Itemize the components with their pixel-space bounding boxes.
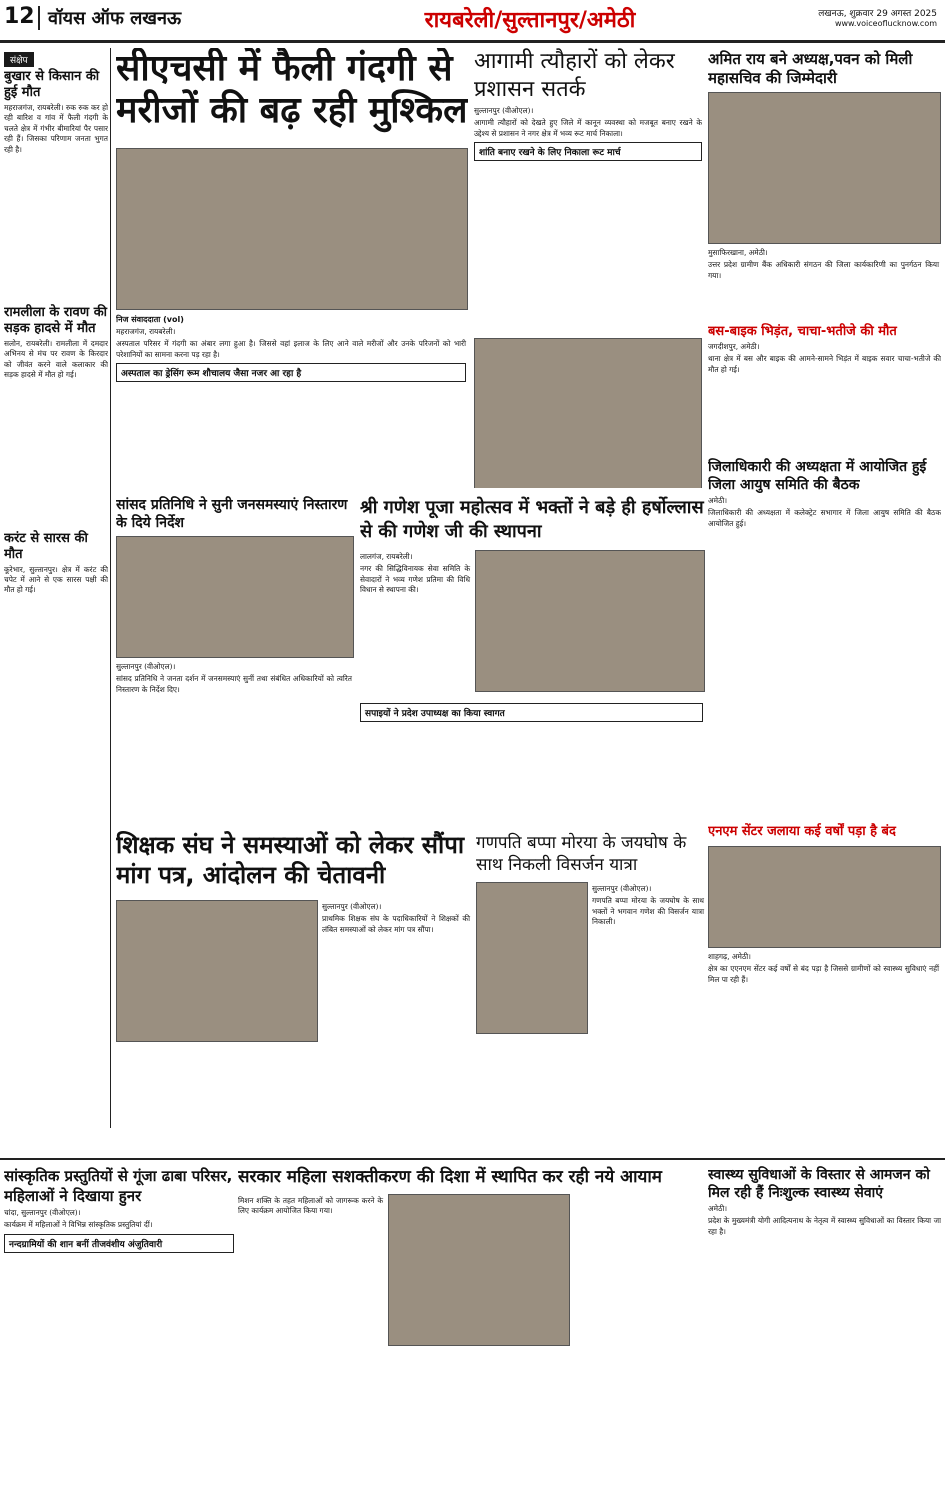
visarjan-headline: गणपति बप्पा मोरया के जयघोष के साथ निकली विसर्जन यात्रा [476, 833, 687, 875]
visarjan-dateline: सुल्तानपुर (वीओएल)। [592, 884, 652, 893]
festival-caption: शांति बनाए रखने के लिए निकाला रूट मार्च [474, 142, 702, 161]
culture-dateline: चांदा, सुल्तानपुर (वीओएल)। [4, 1208, 81, 1217]
health-story [708, 1164, 941, 1496]
nm-story [708, 822, 941, 1162]
ganesh-story [360, 494, 705, 824]
teachers-text: प्राथमिक शिक्षक संघ के पदाधिकारियों ने शिक्षकों की लंबित समस्याओं को लेकर मांग पत्र सौंपा। [322, 914, 470, 934]
chc-story [116, 48, 468, 488]
culture-story [4, 1164, 234, 1496]
teachers-story [116, 830, 471, 1150]
mp-story [116, 494, 354, 824]
accident-dateline: जगदीशपुर, अमेठी। [708, 342, 760, 351]
accident-text: थाना क्षेत्र में बस और बाइक की आमने-सामने भिड़ंत में बाइक सवार चाचा-भतीजे की मौत हो गई। [708, 354, 941, 374]
teachers-dateline: सुल्तानपुर (वीओएल)। [322, 902, 382, 911]
chc-dateline: महराजगंज, रायबरेली। [116, 327, 176, 336]
festival-headline: आगामी त्यौहारों को लेकर प्रशासन सतर्क [474, 49, 675, 102]
amit-text: उत्तर प्रदेश ग्रामीण बैंक अधिकारी संगठन की जिला कार्यकारिणी का पुनर्गठन किया गया। [708, 260, 939, 280]
brief-text-3: कूरेभार, सुल्तानपुर। क्षेत्र में करंट की चपेट में आने से एक सारस पक्षी की मौत हो गई। [4, 564, 108, 595]
culture-subhead: नन्दग्रामियों की शान बनीं तीजवंशीय अंजुतिवारी [4, 1234, 234, 1253]
masthead [0, 0, 945, 43]
mp-photo [116, 536, 354, 658]
ayush-headline: जिलाधिकारी की अध्यक्षता में आयोजित हुई जिला आयुष समिति की बैठक [708, 459, 927, 493]
ganesh-headline: श्री गणेश पूजा महोत्सव में भक्तों ने बड़े ही हर्षोल्लास से की गणेश जी की स्थापना [360, 497, 704, 542]
nm-headline: एनएम सेंटर जलाया कई वर्षों पड़ा है बंद [708, 824, 896, 839]
chc-headline: सीएचसी में फैली गंदगी से मरीजों की बढ़ रही मुश्किल [116, 48, 468, 131]
festival-story [474, 48, 702, 488]
health-dateline: अमेठी। [708, 1204, 728, 1213]
brief-title-2: रामलीला के रावण की सड़क हादसे में मौत [4, 305, 108, 337]
chc-photo [116, 148, 468, 310]
nm-dateline: शाहगढ़, अमेठी। [708, 952, 751, 961]
ganesh-photo [475, 550, 705, 692]
visarjan-story [476, 830, 705, 1150]
women-text: मिशन शक्ति के तहत महिलाओं को जागरूक करने के लिए कार्यक्रम आयोजित किया गया। [238, 1196, 383, 1216]
mp-headline: सांसद प्रतिनिधि ने सुनी जनसमस्याएं निस्तारण के दिये निर्देश [116, 497, 348, 531]
culture-text: कार्यक्रम में महिलाओं ने विभिन्न सांस्कृतिक प्रस्तुतियां दीं। [4, 1220, 153, 1230]
chc-text: अस्पताल परिसर में गंदगी का अंबार लगा हुआ है। जिससे वहां इलाज के लिए आने वाले मरीजों और उनके परिजनों को भारी परेशानियों का सामना करना पड़ रहा है। [116, 339, 466, 359]
nm-photo [708, 846, 941, 948]
paper-name: वॉयस ऑफ लखनऊ [38, 6, 181, 30]
website: www.voiceoflucknow.com [834, 19, 937, 28]
ganesh-text: नगर की सिद्धिविनायक सेवा समिति के सेवादारों ने भव्य गणेश प्रतिमा की विधि विधान से स्थापना की। [360, 564, 470, 595]
date: लखनऊ, शुक्रवार 29 अगस्त 2025 [818, 9, 937, 19]
amit-story [708, 48, 941, 318]
amit-dateline: मुसाफिरखाना, अमेठी। [708, 248, 768, 257]
mp-text: सांसद प्रतिनिधि ने जनता दर्शन में जनसमस्याएं सुनीं तथा संबंधित अधिकारियों को त्वरित निस्तारण के निर्देश दिए। [116, 674, 352, 694]
women-headline: सरकार महिला सशक्तीकरण की दिशा में स्थापित कर रही नये आयाम [238, 1167, 662, 1187]
culture-headline: सांस्कृतिक प्रस्तुतियों से गूंजा ढाबा परिसर, महिलाओं ने दिखाया हुनर [4, 1167, 233, 1205]
accident-headline: बस-बाइक भिड़ंत, चाचा-भतीजे की मौत [708, 324, 897, 339]
chc-subhead: अस्पताल का ड्रेसिंग रूम शौचालय जैसा नजर आ रहा है [116, 363, 466, 382]
visarjan-photo [476, 882, 588, 1034]
section-title: रायबरेली/सुल्तानपुर/अमेठी [424, 8, 636, 33]
festival-dateline: सुल्तानपुर (वीओएल)। [474, 106, 534, 115]
ayush-story [708, 456, 941, 816]
accident-story [708, 322, 941, 452]
ayush-text: जिलाधिकारी की अध्यक्षता में कलेक्ट्रेट सभागार में जिला आयुष समिति की बैठक आयोजित हुई। [708, 508, 941, 528]
teachers-headline: शिक्षक संघ ने समस्याओं को लेकर सौंपा मांग पत्र, आंदोलन की चेतावनी [116, 831, 465, 889]
brief-title-1: बुखार से किसान की हुई मौत [4, 69, 100, 100]
ganesh-subhead: सपाइयों ने प्रदेश उपाध्यक्ष का किया स्वागत [360, 703, 703, 722]
amit-headline: अमित राय बने अध्यक्ष,पवन को मिली महासचिव की जिम्मेदारी [708, 50, 913, 87]
nm-text: क्षेत्र का एएनएम सेंटर कई वर्षों से बंद पड़ा है जिससे ग्रामीणों को स्वास्थ्य सुविधाएं नहीं मिल पा रही हैं। [708, 964, 939, 984]
brief-text-1: महराजगंज, रायबरेली। रुक रुक कर हो रही बारिश व गांव में फैली गंदगी के चलते क्षेत्र में गंभीर बीमारियां पैर पसार रही हैं। जिसका परिणाम जनता भुगत रही है। [4, 103, 108, 154]
festival-text: आगामी त्यौहारों को देखते हुए जिले में कानून व्यवस्था को मजबूत बनाए रखने के उद्देश्य से प्रशासन ने नगर क्षेत्र में भव्य रूट मार्च निकाला। [474, 118, 702, 138]
women-story [238, 1164, 704, 1496]
chc-caption: निज संवाददाता (vol) [116, 315, 184, 324]
dateline [818, 6, 937, 28]
brief-title-3: करंट से सारस की मौत [4, 530, 88, 562]
ganesh-dateline: लालगंज, रायबरेली। [360, 552, 413, 561]
health-headline: स्वास्थ्य सुविधाओं के विस्तार से आमजन को मिल रही हैं निःशुल्क स्वास्थ्य सेवाएं [708, 1167, 930, 1201]
health-text: प्रदेश के मुख्यमंत्री योगी आदित्यनाथ के नेतृत्व में स्वास्थ्य सुविधाओं का विस्तार किया जा रहा है। [708, 1216, 941, 1236]
teachers-photo [116, 900, 318, 1042]
visarjan-text: गणपति बप्पा मोरया के जयघोष के साथ भक्तों ने भगवान गणेश की विसर्जन यात्रा निकाली। [592, 896, 704, 927]
brief-text-2: सलोन, रायबरेली। रामलीला में दमदार अभिनय से मंच पर रावण के किरदार को जीवंत करने वाले कलाकार की सड़क हादसे में मौत हो गई। [4, 339, 108, 380]
brief-tag: संक्षेप [4, 52, 34, 67]
brief-column [4, 48, 108, 908]
page-number: 12 [4, 4, 35, 29]
amit-photo [708, 92, 941, 244]
festival-photo [474, 338, 702, 488]
women-photo [388, 1194, 570, 1346]
mp-dateline: सुल्तानपुर (वीओएल)। [116, 662, 176, 671]
ayush-dateline: अमेठी। [708, 496, 728, 505]
